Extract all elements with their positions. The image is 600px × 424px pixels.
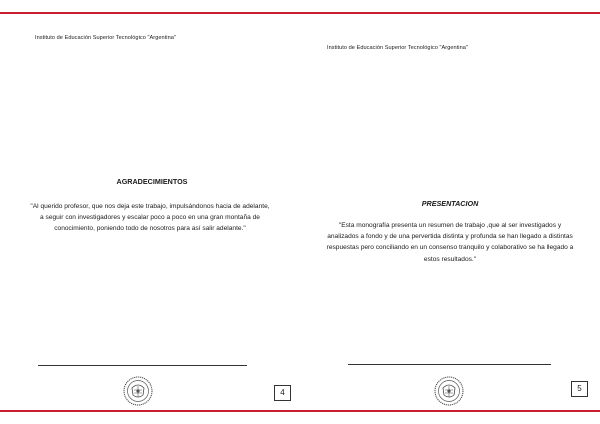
signature-line: [38, 365, 247, 366]
page-body-text: "Esta monografía presenta un resumen de trabajo ,que al ser investigados y analizados a fondo y de una pervertida distinta y profunda se han llegado a distintas respuestas pero conciliando en un consenso tranquilo y colaborativo se ha llegado a estos resultados.": [326, 222, 574, 263]
page-number: 5: [571, 381, 588, 397]
institution-seal-icon: [122, 375, 154, 407]
page-presentacion: [300, 14, 600, 408]
page-agradecimientos: [0, 14, 300, 408]
page-header: Instituto de Educación Superior Tecnológico "Argentina": [35, 35, 176, 41]
institution-seal-icon: [433, 375, 465, 407]
page-title: AGRADECIMIENTOS: [116, 177, 188, 186]
page-body-text: "Al querido profesor, que nos deja este trabajo, impulsándonos hacia de adelante, a seguir con investigadores y escalar poco a poco en una gran montaña de conocimiento, poniendo todo de nosotros para así salir adelante.": [30, 203, 270, 233]
bottom-red-rule: [0, 410, 600, 412]
page-number: 4: [274, 385, 291, 401]
signature-line: [348, 364, 551, 365]
page-header: Instituto de Educación Superior Tecnológico "Argentina": [327, 45, 468, 51]
page-title: PRESENTACION: [421, 199, 479, 208]
